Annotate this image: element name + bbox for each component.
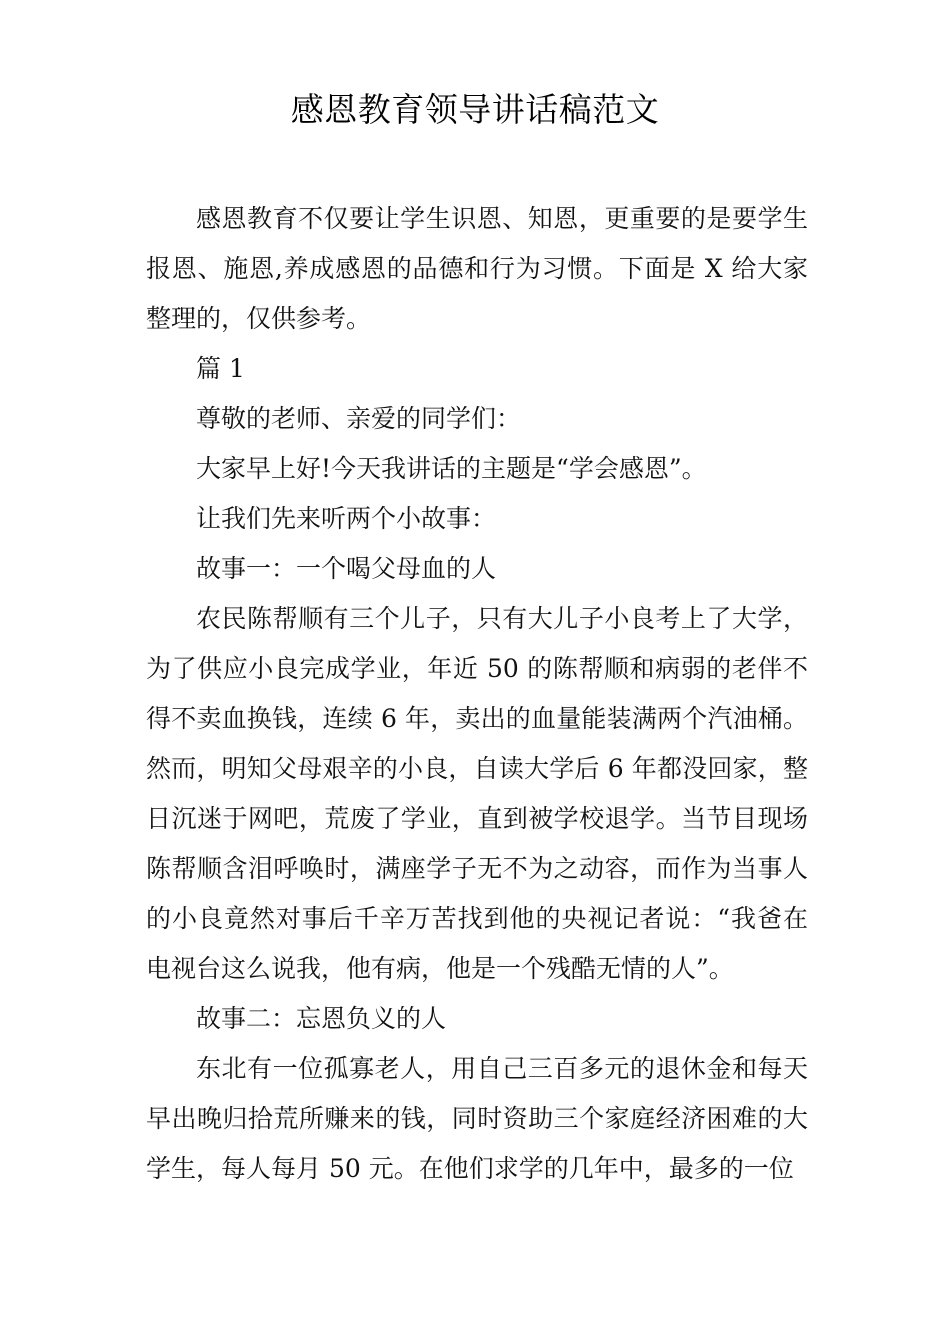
section-label: 篇 1 xyxy=(196,354,245,383)
greeting-paragraph: 大家早上好!今天我讲话的主题是“学会感恩”。 xyxy=(196,454,707,483)
story-intro: 让我们先来听两个小故事： xyxy=(196,504,497,533)
story-two-paragraph: 东北有一位孤寡老人，用自己三百多元的退休金和每天早出晚归拾荒所赚来的钱，同时资助三个家庭经济困难的大学生，每人每月 50 元。在他们求学的几年中，最多的一位 xyxy=(146,1054,808,1183)
story-one-heading: 故事一：一个喝父母血的人 xyxy=(196,554,497,583)
intro-paragraph: 感恩教育不仅要让学生识恩、知恩，更重要的是要学生报恩、施恩,养成感恩的品德和行为习惯。下面是 X 给大家整理的，仅供参考。 xyxy=(146,204,808,333)
story-two-heading: 故事二：忘恩负义的人 xyxy=(196,1004,447,1033)
document-body xyxy=(146,194,808,1194)
salutation: 尊敬的老师、亲爱的同学们： xyxy=(196,404,522,433)
document-title: 感恩教育领导讲话稿范文 xyxy=(290,90,660,129)
story-one-paragraph: 农民陈帮顺有三个儿子，只有大儿子小良考上了大学，为了供应小良完成学业，年近 50 的陈帮顺和病弱的老伴不得不卖血换钱，连续 6 年，卖出的血量能装满两个汽油桶。然而，明知父母艰辛的小良，自读大学后 6 年都没回家，整日沉迷于网吧，荒废了学业，直到被学校退学。当节目现场陈帮顺含泪呼唤时，满座学子无不为之动容，而作为当事人的小良竟然对事后千辛万苦找到他的央视记者说：“我爸在电视台这么说我，他有病，他是一个残酷无情的人”。 xyxy=(146,604,808,983)
